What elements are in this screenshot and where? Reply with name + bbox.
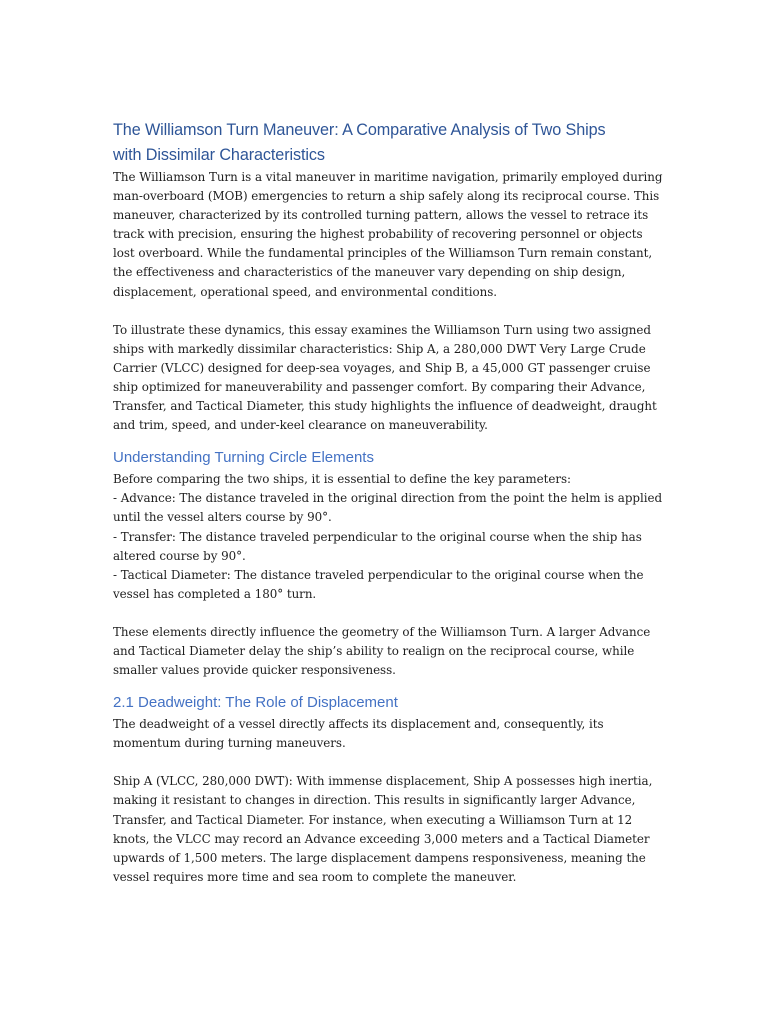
document-title	[113, 118, 658, 168]
text-line: - Transfer: The distance traveled perpendicular to the original course when the ship has	[113, 529, 642, 544]
text-line: - Advance: The distance traveled in the original direction from the point the helm is applied	[113, 491, 663, 506]
paragraph-spacer	[113, 604, 658, 623]
text-line: The Williamson Turn is a vital maneuver in maritime navigation, primarily employed during	[113, 170, 663, 184]
text-line: lost overboard. While the fundamental principles of the Williamson Turn remain constant,	[113, 246, 653, 261]
section-heading-deadweight: 2.1 Deadweight: The Role of Displacement	[113, 694, 398, 712]
intro-paragraph-1	[113, 168, 663, 302]
intro-paragraph-2	[113, 321, 658, 436]
text-line: Transfer, and Tactical Diameter. For instance, when executing a Williamson Turn at 12	[113, 812, 633, 827]
text-line: To illustrate these dynamics, this essay examines the Williamson Turn using two assigned	[113, 322, 651, 337]
section2-paragraph-1	[113, 715, 658, 753]
text-line: upwards of 1,500 meters. The large displacement dampens responsiveness, meaning the	[113, 850, 646, 865]
text-line: Carrier (VLCC) designed for deep-sea voyages, and Ship B, a 45,000 GT passenger cruise	[113, 360, 651, 375]
text-line: Ship A (VLCC, 280,000 DWT): With immense displacement, Ship A possesses high inertia,	[113, 774, 653, 789]
text-line: and Tactical Diameter delay the ship’s ability to realign on the reciprocal course, while	[113, 643, 635, 658]
text-line: smaller values provide quicker responsiveness.	[113, 663, 396, 678]
text-line: The deadweight of a vessel directly affects its displacement and, consequently, its	[113, 717, 604, 732]
text-line: ship optimized for maneuverability and passenger comfort. By comparing their Advance,	[113, 379, 646, 394]
text-line: maneuver, characterized by its controlled turning pattern, allows the vessel to retrace its	[113, 208, 649, 223]
section1-paragraph-2	[113, 623, 658, 680]
text-line: and trim, speed, and under-keel clearance on maneuverability.	[113, 418, 488, 433]
paragraph-spacer	[113, 753, 658, 772]
text-line: man-overboard (MOB) emergencies to return a ship safely along its reciprocal course. This	[113, 189, 660, 204]
text-line: Before comparing the two ships, it is essential to define the key parameters:	[113, 472, 571, 487]
text-line: altered course by 90°.	[113, 548, 246, 563]
text-line: knots, the VLCC may record an Advance exceeding 3,000 meters and a Tactical Diameter	[113, 831, 650, 846]
text-line: until the vessel alters course by 90°.	[113, 510, 332, 525]
text-line: ships with markedly dissimilar characteristics: Ship A, a 280,000 DWT Very Large Crude	[113, 341, 646, 356]
text-line: These elements directly influence the geometry of the Williamson Turn. A larger Advance	[113, 624, 651, 639]
text-line: Transfer, and Tactical Diameter, this study highlights the influence of deadweight, draught	[113, 399, 657, 414]
text-line: vessel requires more time and sea room to complete the maneuver.	[113, 869, 517, 884]
section2-paragraph-2	[113, 772, 658, 887]
title-line: The Williamson Turn Maneuver: A Comparative Analysis of Two Ships	[113, 121, 606, 139]
text-line: the effectiveness and characteristics of the maneuver vary depending on ship design,	[113, 265, 626, 280]
section1-paragraph-1	[113, 470, 663, 604]
document-page	[113, 118, 663, 887]
title-line: with Dissimilar Characteristics	[113, 146, 325, 164]
text-line: displacement, operational speed, and environmental conditions.	[113, 284, 497, 299]
text-line: - Tactical Diameter: The distance traveled perpendicular to the original course when the	[113, 567, 644, 582]
text-line: momentum during turning maneuvers.	[113, 736, 346, 751]
text-line: vessel has completed a 180° turn.	[113, 586, 317, 601]
section-heading-turning-circle: Understanding Turning Circle Elements	[113, 449, 374, 467]
text-line: track with precision, ensuring the highest probability of recovering personnel or objects	[113, 227, 643, 242]
text-line: making it resistant to changes in direction. This results in significantly larger Advance,	[113, 793, 636, 808]
paragraph-spacer	[113, 302, 658, 321]
